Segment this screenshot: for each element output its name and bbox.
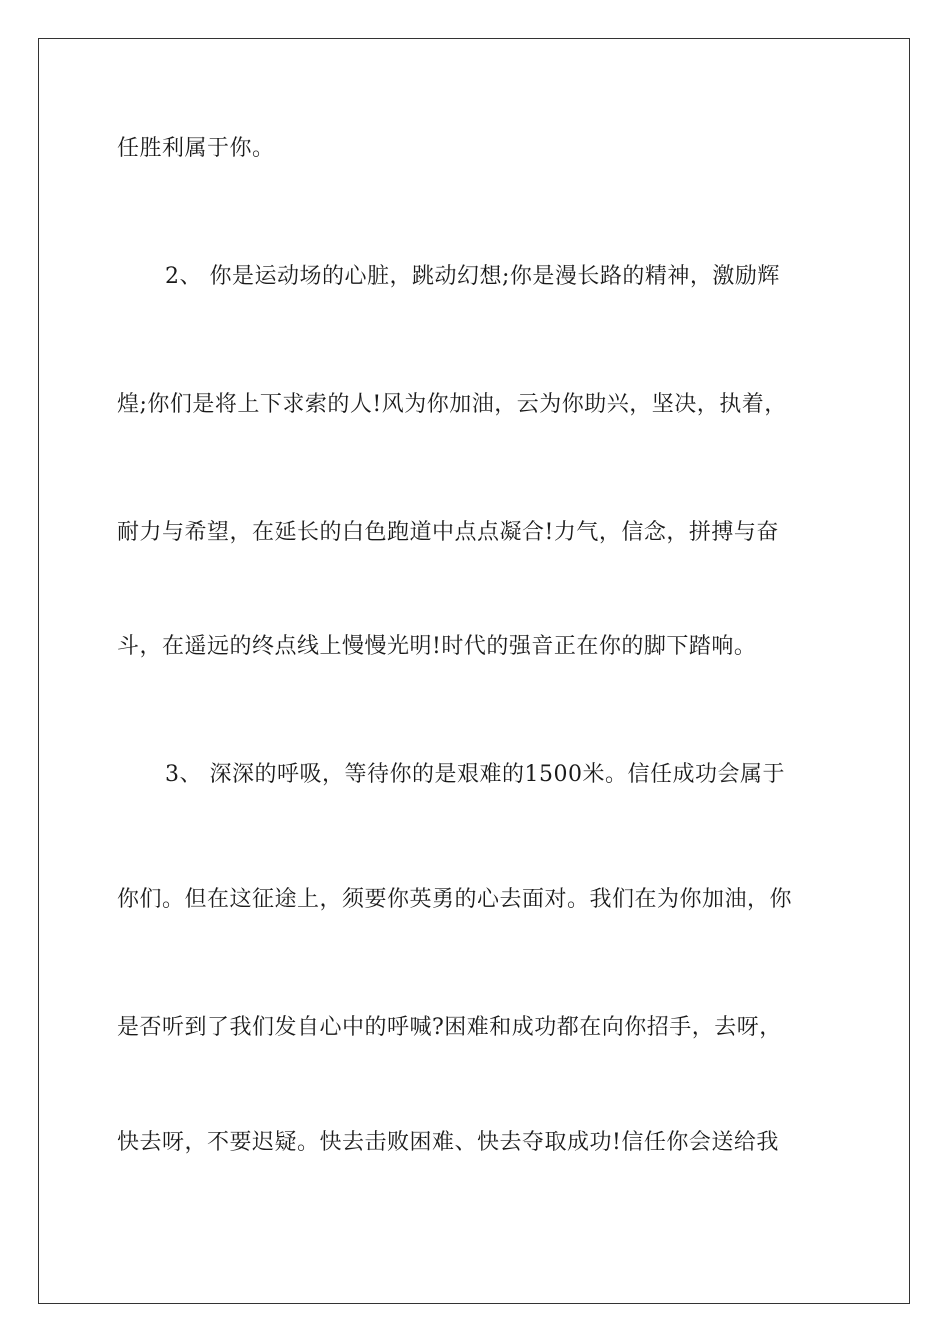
text-line-6: 3、 深深的呼吸，等待你的是艰难的1500米。信任成功会属于 [165,762,785,787]
text-line-8: 是否听到了我们发自心中的呼喊?困难和成功都在向你招手，去呀， [117,1015,782,1040]
page-border [38,38,910,1304]
text-line-3: 煌;你们是将上下求索的人!风为你加油，云为你助兴，坚决，执着， [117,392,787,417]
text-line-2: 2、 你是运动场的心脏，跳动幻想;你是漫长路的精神，激励辉 [165,264,780,289]
text-line-5: 斗，在遥远的终点线上慢慢光明!时代的强音正在你的脚下踏响。 [117,634,757,659]
text-line-4: 耐力与希望，在延长的白色跑道中点点凝合!力气，信念，拼搏与奋 [117,520,779,545]
text-line-1: 任胜利属于你。 [117,136,275,161]
text-line-7: 你们。但在这征途上，须要你英勇的心去面对。我们在为你加油，你 [117,887,793,912]
text-line-9: 快去呀，不要迟疑。快去击败困难、快去夺取成功!信任你会送给我 [117,1130,779,1155]
